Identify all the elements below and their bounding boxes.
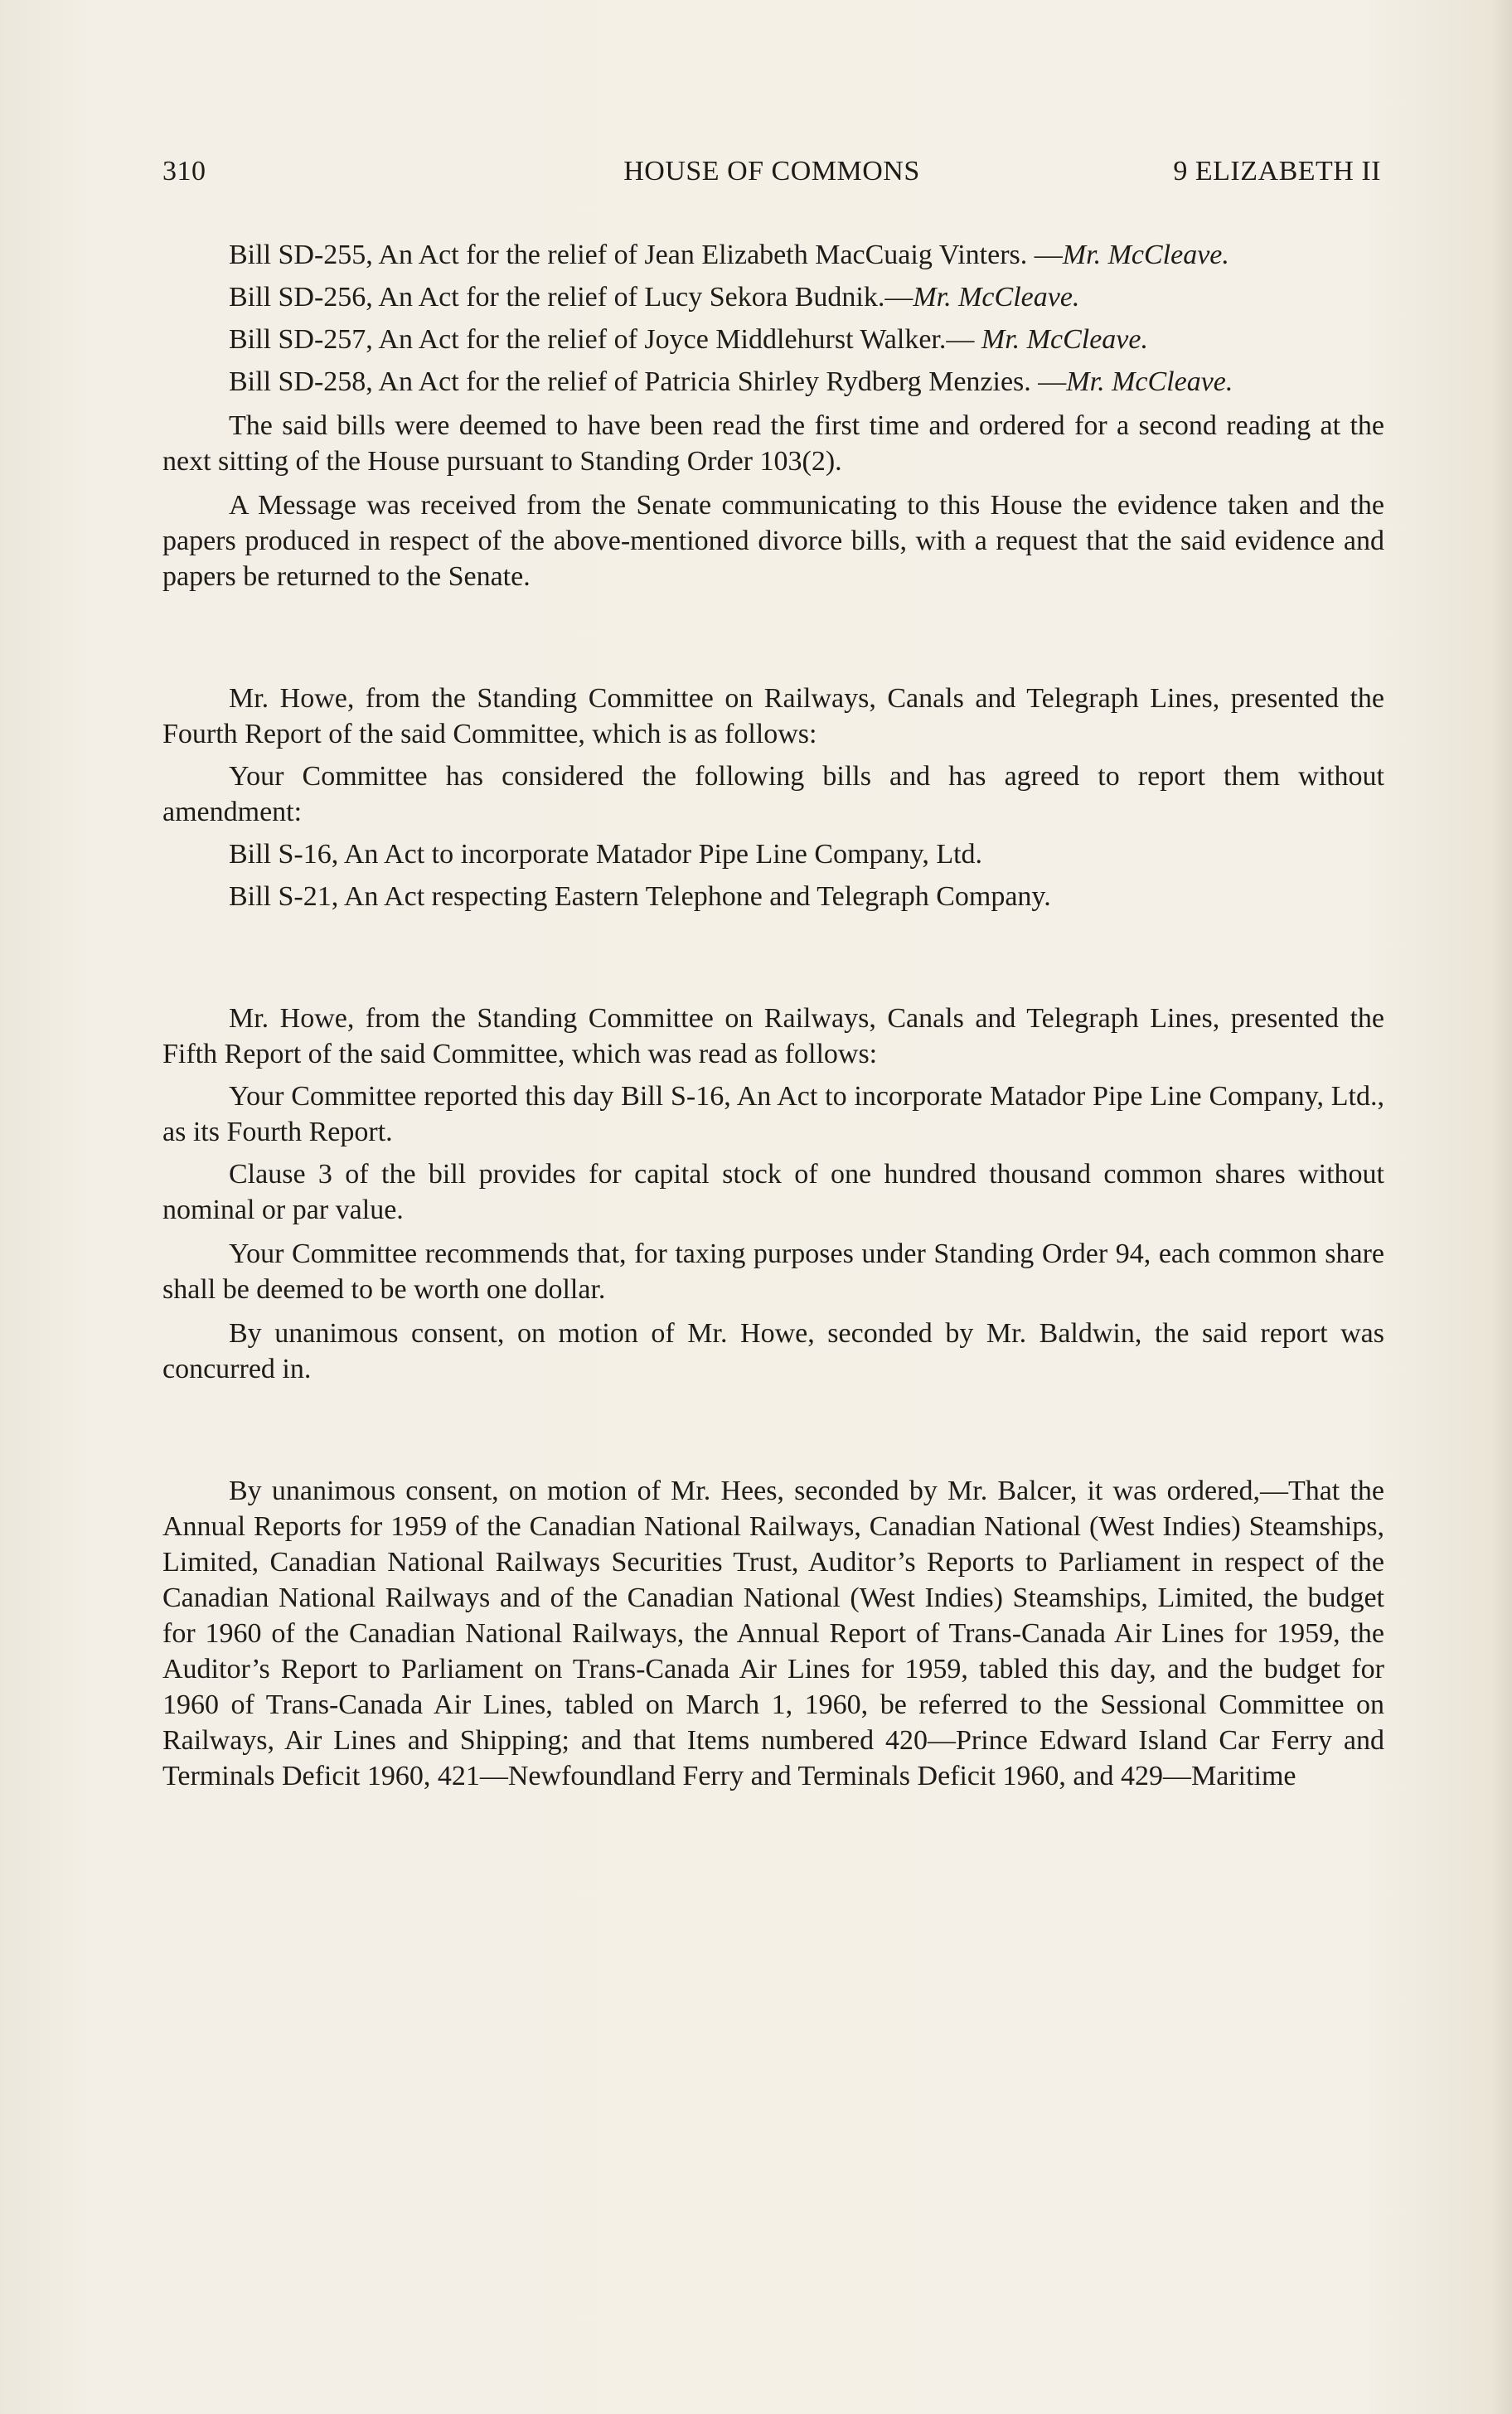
referral-order-paragraph: By unanimous consent, on motion of Mr. Hees, seconded by Mr. Balcer, it was ordered,—That the Annual Reports for 1959 of the Canadian National Railways, Canadian National (West Indies) Steamships, Limited, Canadian National Railways Securities Trust, Auditor’s Reports to Parliament in respect of the Canadian National Railways and of the Canadian National (West Indies) Steamships, Limited, the budget for 1960 of the Canadian National Railways, the Annual Report of Trans-Canada Air Lines for 1959, the Auditor’s Report to Parliament on Trans-Canada Air Lines for 1959, tabled this day, and the budget for 1960 of Trans-Canada Air Lines, tabled on March 1, 1960, be referred to the Sessional Committee on Railways, Air Lines and Shipping; and that Items numbered 420—Prince Edward Island Car Ferry and Terminals Deficit 1960, 421—Newfoundland Ferry and Terminals Deficit 1960, and 429—Maritime xyxy=(162,1476,1384,1791)
bill-mover: Mr. McCleave. xyxy=(1062,240,1229,270)
page-number: 310 xyxy=(162,156,206,187)
bill-entry xyxy=(162,237,1384,273)
page-edge-shadow xyxy=(1490,0,1512,2414)
fourth-report-intro: Mr. Howe, from the Standing Committee on Railways, Canals and Telegraph Lines, presented the Fourth Report of the said Committee, which is as follows: xyxy=(162,683,1384,749)
fifth-report-intro: Mr. Howe, from the Standing Committee on Railways, Canals and Telegraph Lines, presented the Fifth Report of the said Committee, which was read as follows: xyxy=(162,1003,1384,1069)
bill-entry xyxy=(162,322,1384,357)
bill-entry xyxy=(162,364,1384,400)
bill-s16-entry: Bill S-16, An Act to incorporate Matador Pipe Line Company, Ltd. xyxy=(229,839,983,870)
bill-mover: Mr. McCleave. xyxy=(981,324,1148,355)
fifth-report-body: Your Committee reported this day Bill S-16, An Act to incorporate Matador Pipe Line Company, Ltd., as its Fourth Report. xyxy=(162,1081,1384,1147)
fourth-report-body: Your Committee has considered the following bills and has agreed to report them without amendment: xyxy=(162,761,1384,827)
bill-mover: Mr. McCleave. xyxy=(913,282,1080,313)
regnal-year: 9 ELIZABETH II xyxy=(1173,156,1381,187)
bill-entry xyxy=(162,279,1384,315)
bill-s21-entry: Bill S-21, An Act respecting Eastern Telephone and Telegraph Company. xyxy=(229,881,1051,912)
running-header xyxy=(162,156,1381,196)
bill-title: Bill SD-258, An Act for the relief of Patricia Shirley Rydberg Menzies. — xyxy=(229,366,1067,397)
bill-mover: Mr. McCleave. xyxy=(1066,366,1233,397)
bill-title: Bill SD-255, An Act for the relief of Jean Elizabeth MacCuaig Vinters. — xyxy=(229,240,1063,270)
clause-3-paragraph: Clause 3 of the bill provides for capital stock of one hundred thousand common shares without nominal or par value. xyxy=(162,1159,1384,1225)
journal-title: HOUSE OF COMMONS xyxy=(623,156,920,187)
first-reading-paragraph: The said bills were deemed to have been read the first time and ordered for a second reading at the next sitting of the House pursuant to Standing Order 103(2). xyxy=(162,410,1384,477)
senate-message-paragraph: A Message was received from the Senate communicating to this House the evidence taken and the papers produced in respect of the above-mentioned divorce bills, with a request that the said evidence and papers be returned to the Senate. xyxy=(162,490,1384,592)
bill-title: Bill SD-256, An Act for the relief of Lucy Sekora Budnik.— xyxy=(229,282,914,313)
recommendation-paragraph: Your Committee recommends that, for taxing purposes under Standing Order 94, each common share shall be deemed to be worth one dollar. xyxy=(162,1239,1384,1305)
page-body xyxy=(162,237,1384,1802)
concurrence-paragraph: By unanimous consent, on motion of Mr. Howe, seconded by Mr. Baldwin, the said report was concurred in. xyxy=(162,1318,1384,1384)
bill-title: Bill SD-257, An Act for the relief of Joyce Middlehurst Walker.— xyxy=(229,324,981,355)
